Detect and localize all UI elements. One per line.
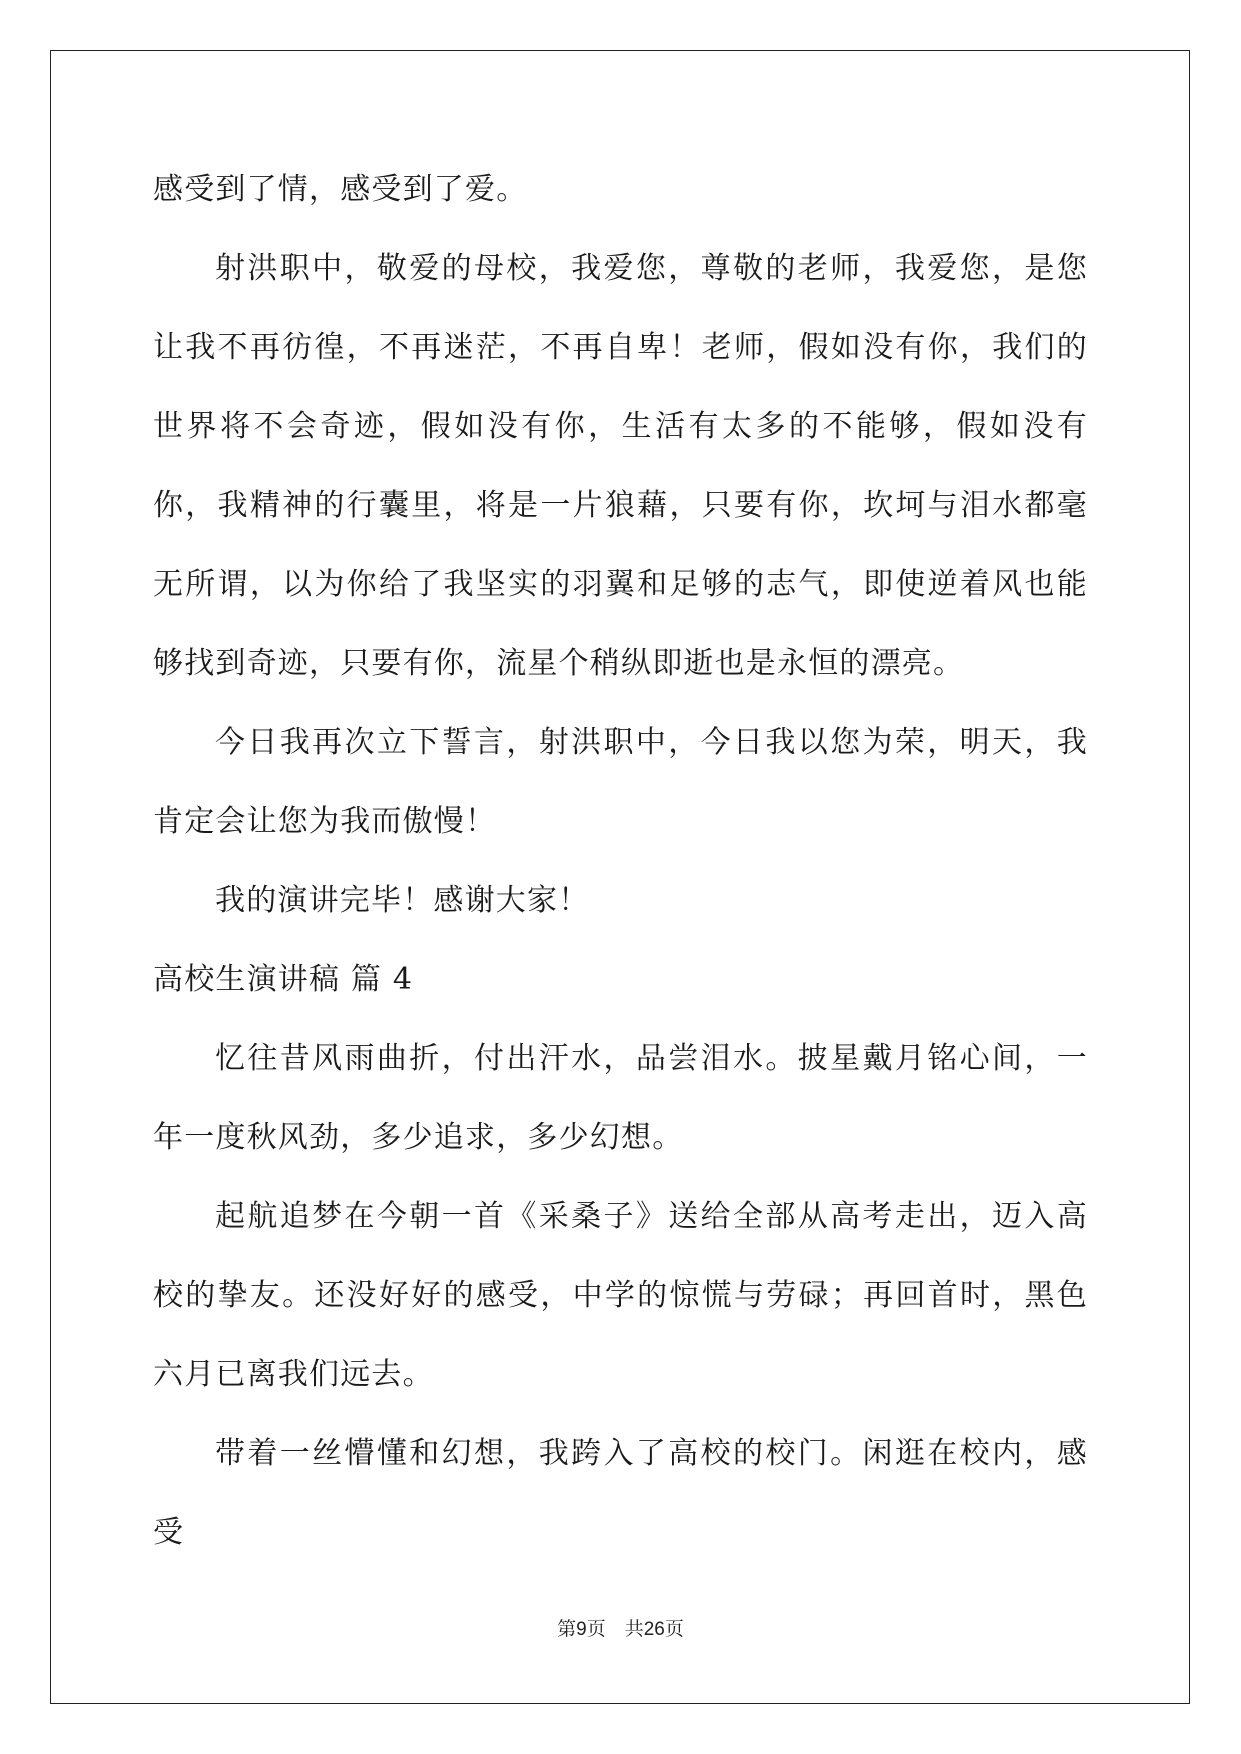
section-heading: 高校生演讲稿 篇 4	[153, 962, 414, 997]
paragraph: 起航追梦在今朝一首《采桑子》送给全部从高考走出，迈入高校的挚友。还没好好的感受，中学的惊慌与劳碌；再回首时，黑色六月已离我们远去。	[153, 1199, 1088, 1392]
paragraph: 今日我再次立下誓言，射洪职中，今日我以您为荣，明天，我肯定会让您为我而傲慢！	[153, 725, 1088, 839]
paragraph: 带着一丝懵懂和幻想，我跨入了高校的校门。闲逛在校内，感受	[153, 1436, 1088, 1550]
document-body	[153, 150, 1088, 1572]
paragraph: 射洪职中，敬爱的母校，我爱您，尊敬的老师，我爱您，是您让我不再彷徨，不再迷茫，不再自卑！老师，假如没有你，我们的世界将不会奇迹，假如没有你，生活有太多的不能够，假如没有你，我精神的行囊里，将是一片狼藉，只要有你，坎坷与泪水都毫无所谓，以为你给了我坚实的羽翼和足够的志气，即使逆着风也能够找到奇迹，只要有你，流星个稍纵即逝也是永恒的漂亮。	[153, 251, 1088, 681]
footer-page-prefix: 第	[557, 1618, 577, 1640]
paragraph: 感受到了情，感受到了爱。	[153, 172, 528, 207]
paragraph: 忆往昔风雨曲折，付出汗水，品尝泪水。披星戴月铭心间，一年一度秋风劲，多少追求，多少幻想。	[153, 1041, 1088, 1155]
footer-page-number: 9	[576, 1619, 587, 1640]
footer-total-pages: 26	[643, 1619, 665, 1640]
page-footer	[0, 1614, 1241, 1641]
footer-page-mid: 页 共	[586, 1618, 644, 1640]
footer-page-suffix: 页	[664, 1618, 684, 1640]
paragraph: 我的演讲完毕！感谢大家！	[215, 883, 590, 918]
